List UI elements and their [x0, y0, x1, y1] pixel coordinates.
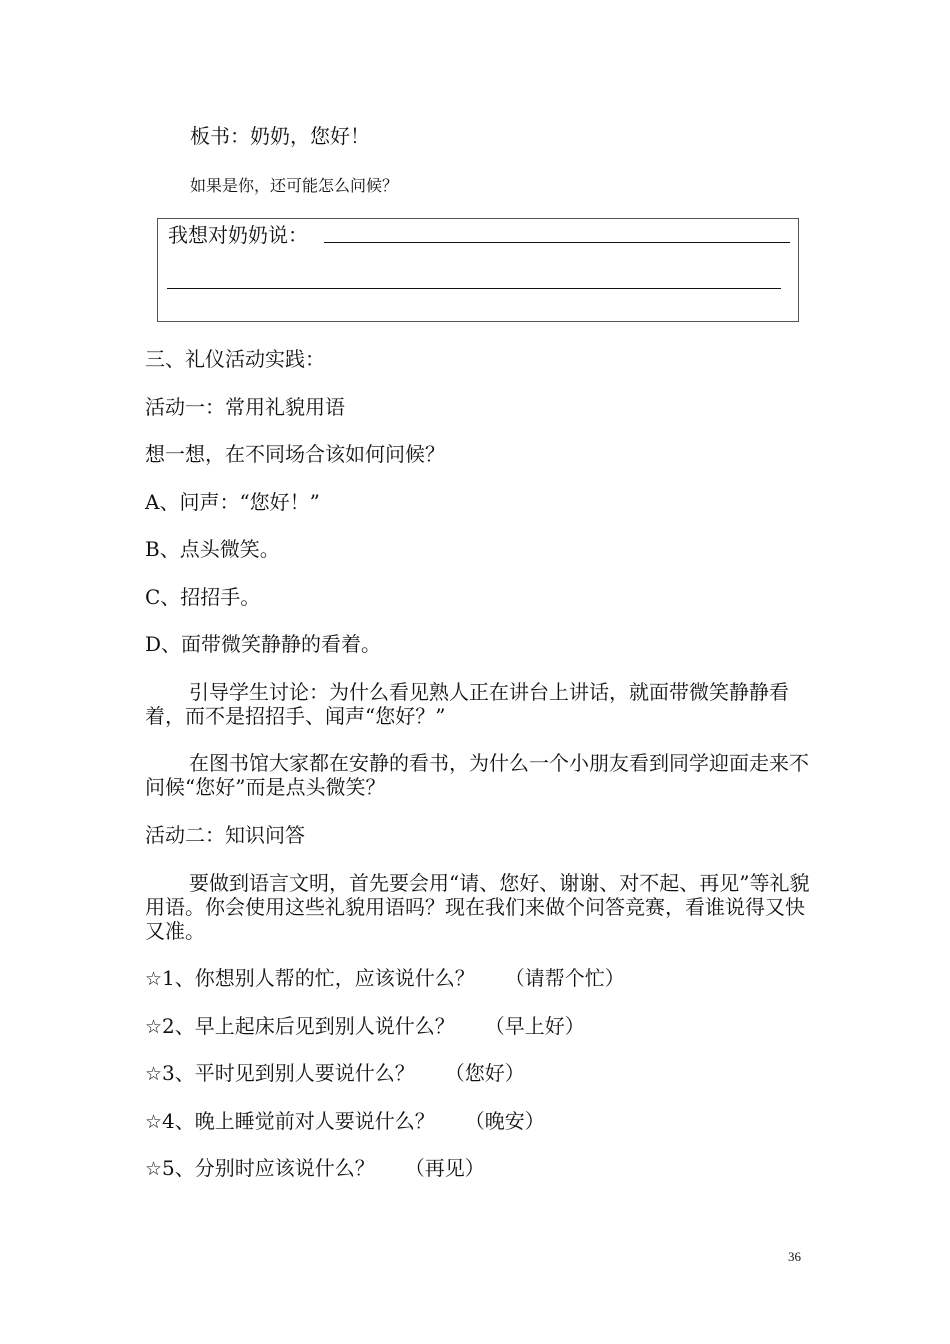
star-icon: ☆ [145, 1016, 163, 1038]
quiz-question-3: 3、平时见到别人要说什么？ [162, 1061, 415, 1085]
activity1-question: 想一想，在不同场合该如何问候？ [145, 442, 445, 466]
option-b: B、点头微笑。 [145, 537, 280, 561]
answer-line-1[interactable] [324, 242, 790, 243]
quiz-answer-5: （再见） [404, 1156, 485, 1180]
page-number: 36 [788, 1249, 801, 1264]
quiz-question-2: 2、早上起床后见到别人说什么？ [162, 1014, 455, 1038]
answer-line-2[interactable] [167, 288, 781, 289]
quiz-item-2 [145, 1014, 585, 1039]
star-icon: ☆ [145, 1111, 163, 1133]
quiz-question-5: 5、分别时应该说什么？ [162, 1156, 375, 1180]
board-text: 板书：奶奶，您好！ [190, 124, 370, 148]
quiz-item-5 [145, 1156, 485, 1181]
discussion-paragraph: 引导学生讨论：为什么看见熟人正在讲台上讲话，就面带微笑静静看着，而不是招招手、闻声“您好？” [145, 680, 789, 728]
quiz-answer-3: （您好） [444, 1061, 525, 1085]
quiz-item-3 [145, 1061, 525, 1086]
quiz-item-1 [145, 966, 625, 991]
writing-box-prompt: 我想对奶奶说： [168, 223, 308, 247]
writing-box [157, 218, 799, 322]
quiz-answer-1: （请帮个忙） [504, 966, 625, 990]
star-icon: ☆ [145, 1158, 163, 1180]
library-paragraph: 在图书馆大家都在安静的看书，为什么一个小朋友看到同学迎面走来不问候“您好”而是点头微笑？ [145, 751, 809, 799]
option-c: C、招招手。 [145, 585, 261, 609]
quiz-answer-4: （晚安） [464, 1109, 545, 1133]
option-d: D、面带微笑静静的看着。 [145, 632, 382, 656]
activity2-intro: 要做到语言文明，首先要会用“请、您好、谢谢、对不起、再见”等礼貌用语。你会使用这些礼貌用语吗？现在我们来做个问答竞赛，看谁说得又快又准。 [145, 871, 810, 943]
star-icon: ☆ [145, 968, 163, 990]
quiz-item-4 [145, 1109, 545, 1134]
quiz-question-1: 1、你想别人帮的忙，应该说什么？ [162, 966, 475, 990]
prompt-question: 如果是你，还可能怎么问候？ [190, 176, 399, 195]
activity2-title: 活动二：知识问答 [145, 823, 305, 847]
section-title: 三、礼仪活动实践： [145, 347, 325, 371]
option-a: A、问声：“您好！” [145, 490, 320, 514]
star-icon: ☆ [145, 1063, 163, 1085]
activity1-title: 活动一：常用礼貌用语 [145, 395, 345, 419]
quiz-question-4: 4、晚上睡觉前对人要说什么？ [162, 1109, 435, 1133]
quiz-answer-2: （早上好） [484, 1014, 585, 1038]
